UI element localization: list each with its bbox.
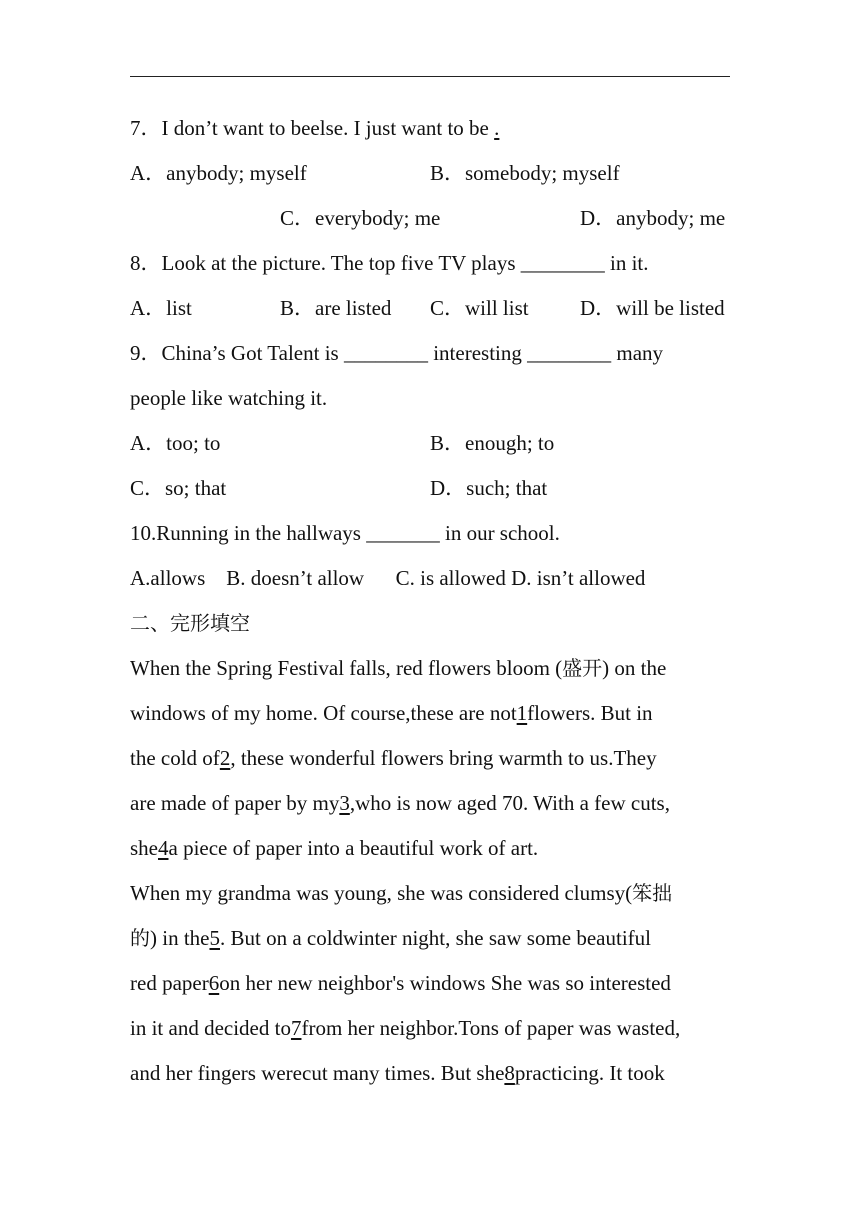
question-9-stem-line2: people like watching it.: [130, 386, 328, 410]
question-7-option-d: D．anybody; me: [580, 206, 726, 230]
question-7-stem: 7．I don’t want to beelse. I just want to be .: [130, 116, 500, 140]
cloze-paragraph-1-line-3: the cold of2, these wonderful flowers bring warmth to us.They: [130, 746, 657, 770]
question-8-option-d: D．will be listed: [580, 296, 725, 320]
question-9-stem-line1: 9．China’s Got Talent is ________ interesting ________ many: [130, 341, 664, 365]
question-10-options: A.allows B. doesn’t allow C. is allowed D. isn’t allowed: [130, 566, 646, 590]
cloze-paragraph-2-line-3: red paper6on her new neighbor's windows She was so interested: [130, 971, 671, 995]
cloze-paragraph-2-line-1: When my grandma was young, she was considered clumsy(笨拙: [130, 881, 673, 905]
question-7-option-a: A．anybody; myself: [130, 161, 307, 185]
blank-number-8: 8: [504, 1061, 515, 1085]
blank-number-3: 3: [339, 791, 350, 815]
header-rule: [130, 76, 730, 77]
question-7-option-c: C．everybody; me: [280, 206, 441, 230]
question-10-stem: 10.Running in the hallways _______ in our school.: [130, 521, 560, 545]
cloze-paragraph-1-line-4: are made of paper by my3,who is now aged 70. With a few cuts,: [130, 791, 670, 815]
cloze-paragraph-1-line-1: When the Spring Festival falls, red flowers bloom (盛开) on the: [130, 656, 667, 680]
blank-number-7: 7: [290, 1016, 302, 1040]
question-9-option-d: D．such; that: [430, 476, 548, 500]
blank-number-2: 2: [219, 746, 231, 770]
cloze-paragraph-1-line-5: she4a piece of paper into a beautiful work of art.: [130, 836, 539, 860]
question-8-option-a: A．list: [130, 296, 192, 320]
cloze-paragraph-2-line-2: 的) in the5. But on a coldwinter night, she saw some beautiful: [130, 926, 651, 950]
cloze-paragraph-2-line-5: and her fingers werecut many times. But she8practicing. It took: [130, 1061, 665, 1085]
cloze-paragraph-1-line-2: windows of my home. Of course,these are not1flowers. But in: [130, 701, 653, 725]
question-8-option-c: C．will list: [430, 296, 529, 320]
cloze-paragraph-2-line-4: in it and decided to7from her neighbor.Tons of paper was wasted,: [130, 1016, 681, 1040]
blank-number-1: 1: [516, 701, 528, 725]
question-8-option-b: B．are listed: [280, 296, 392, 320]
question-7-option-b: B．somebody; myself: [430, 161, 620, 185]
blank-number-4: 4: [158, 836, 169, 860]
blank-number-6: 6: [208, 971, 220, 995]
question-9-option-a: A．too; to: [130, 431, 221, 455]
section-heading-cloze: 二、完形填空: [130, 611, 250, 635]
blank-number-5: 5: [209, 926, 220, 950]
question-8-stem: 8．Look at the picture. The top five TV plays ________ in it.: [130, 251, 649, 275]
question-9-option-b: B．enough; to: [430, 431, 555, 455]
question-9-option-c: C．so; that: [130, 476, 227, 500]
